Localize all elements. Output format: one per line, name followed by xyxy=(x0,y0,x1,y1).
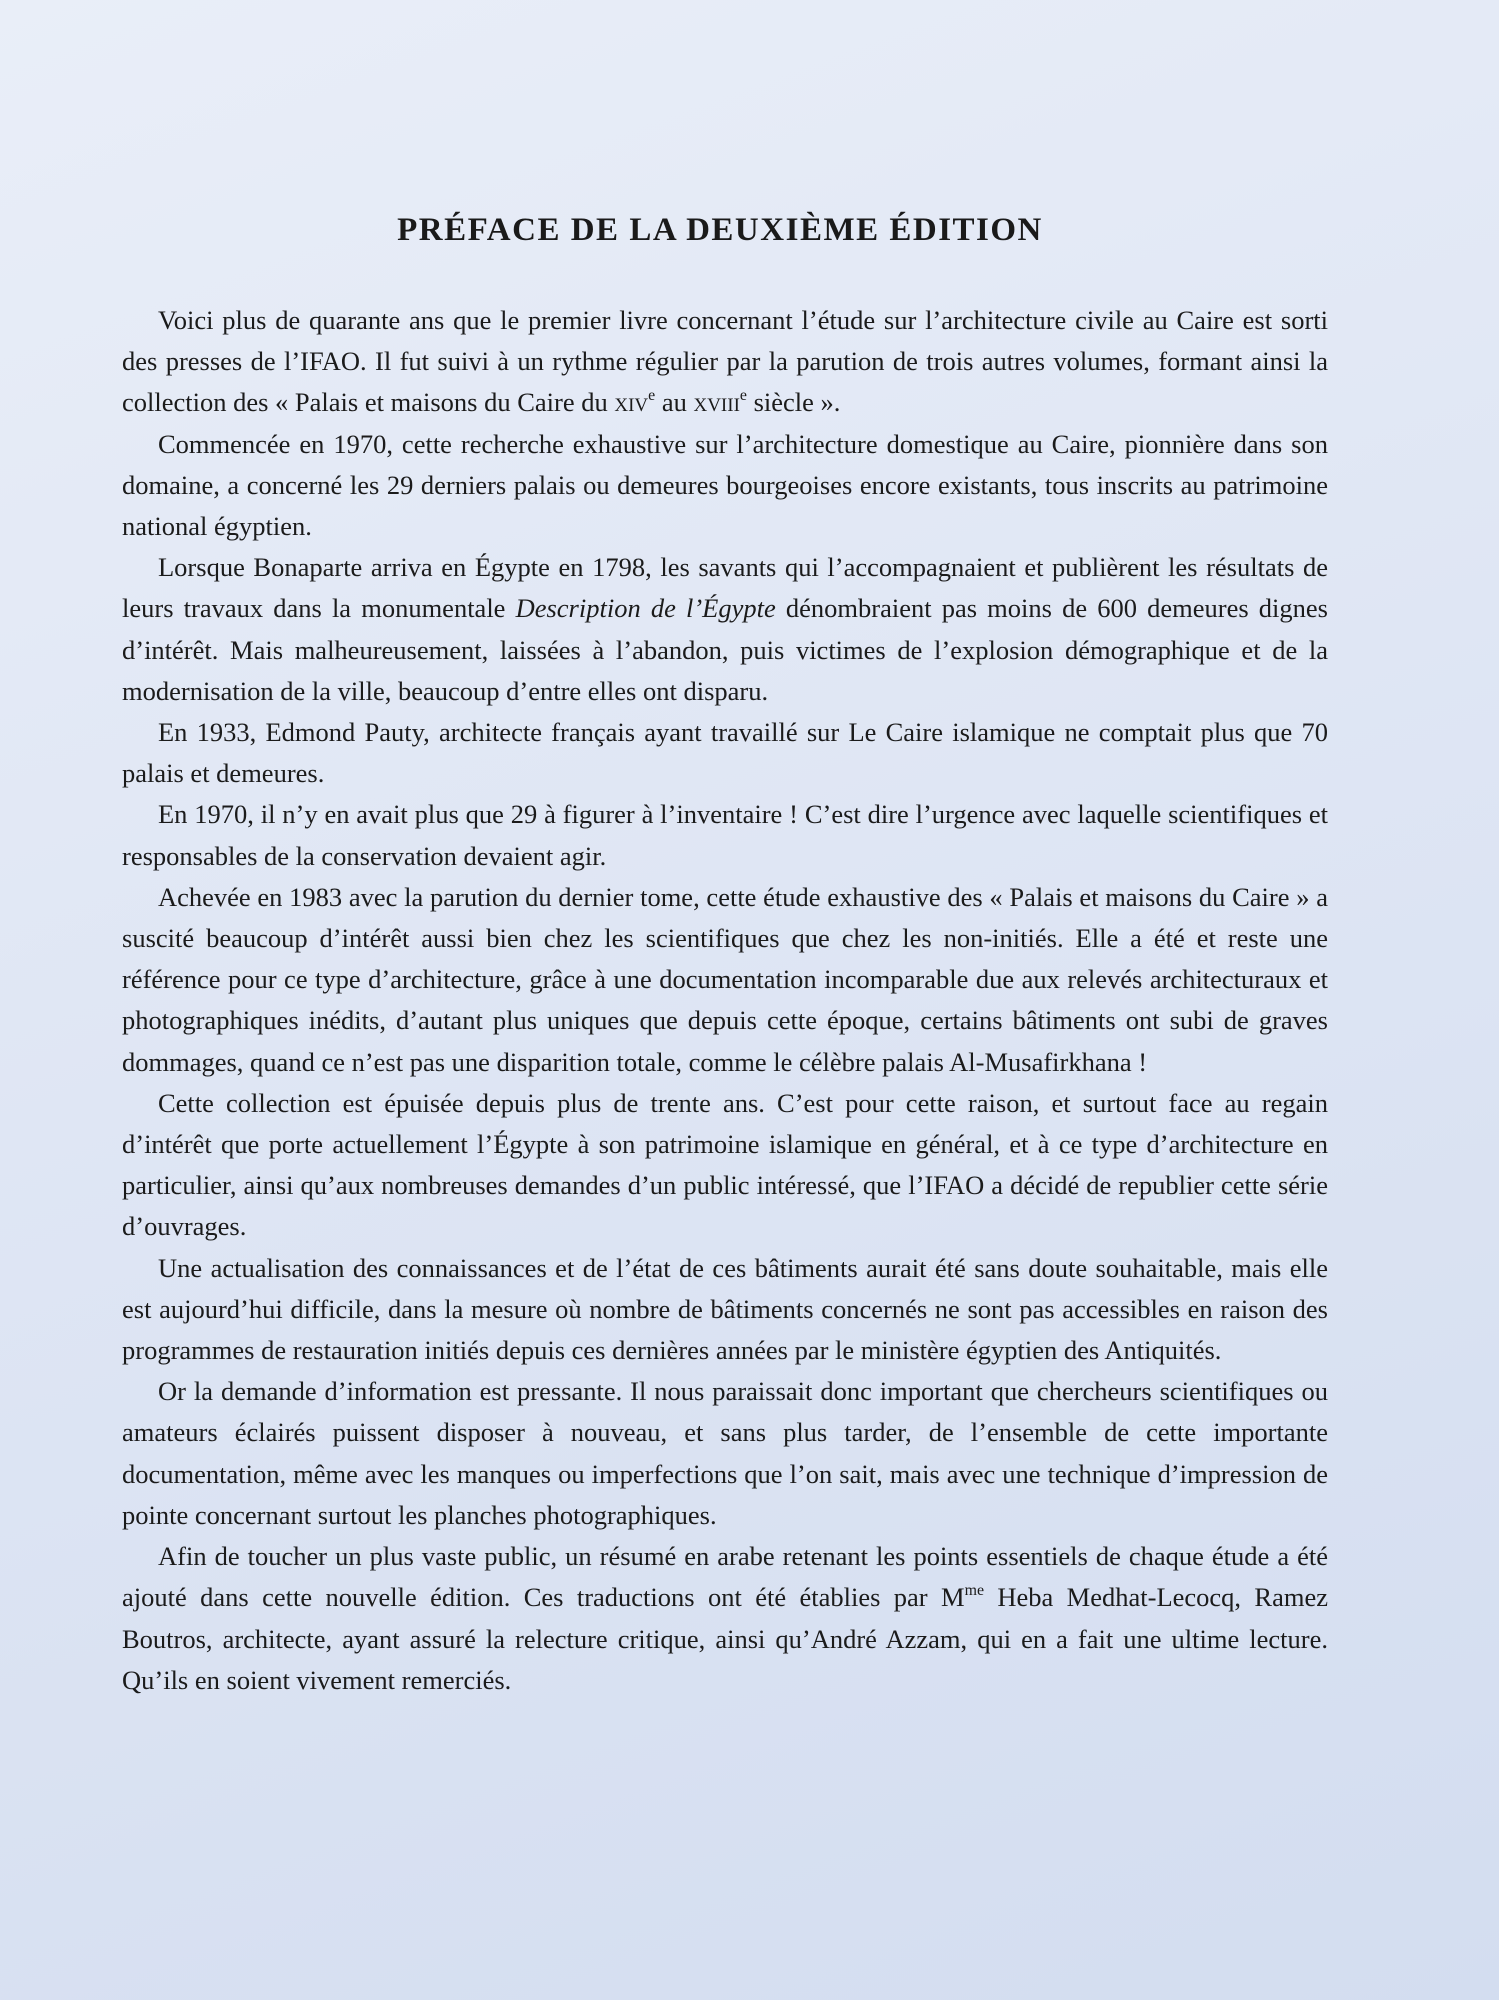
paragraph-4: En 1933, Edmond Pauty, architecte français ayant travaillé sur Le Caire islamique ne comptait plus que 70 palais et demeures. xyxy=(122,717,1328,789)
paragraph-2: Commencée en 1970, cette recherche exhaustive sur l’architecture domestique au Caire, pionnière dans son domaine, a concerné les 29 derniers palais ou demeures bourgeoises encore existants, tous inscrits au patrimoine national égyptien. xyxy=(122,428,1328,542)
paragraph-10 xyxy=(122,1536,1328,1701)
preface-body xyxy=(122,300,1328,1701)
paragraph-9: Or la demande d’information est pressante. Il nous paraissait donc important que chercheurs scientifiques ou amateurs éclairés puissent disposer à nouveau, et sans plus tarder, de l’ensemble de cette importante documentation, même avec les manques ou imperfections que l’on sait, mais avec une technique d’impression de pointe concernant surtout les planches photographiques. xyxy=(122,1376,1328,1530)
paragraph-3-before: Lorsque Bonaparte arriva en Égypte en 1798, les savants qui l’accompagnaient et publièrent les résultats de leurs travaux dans la monumentale xyxy=(122,552,1328,624)
paragraph-10-before: Afin de toucher un plus vaste public, un résumé en arabe retenant les points essentiels de chaque étude a été ajouté dans cette nouvelle édition. Ces traductions ont été établies par M xyxy=(122,1541,1328,1613)
century-start: xiv xyxy=(614,387,649,418)
paragraph-1-text: Voici plus de quarante ans que le premier livre concernant l’étude sur l’architecture civile au Caire est sorti des presses de l’IFAO. Il fut suivi à un rythme régulier par la parution de trois autres volumes, formant ainsi la collection des « Palais et maisons du Caire du xyxy=(122,305,1328,418)
page-title: PRÉFACE DE LA DEUXIÈME ÉDITION xyxy=(397,212,1043,248)
paragraph-7: Cette collection est épuisée depuis plus de trente ans. C’est pour cette raison, et surtout face au regain d’intérêt que porte actuellement l’Égypte à son patrimoine islamique en général, et à ce type d’architecture en particulier, ainsi qu’aux nombreuses demandes d’un public intéressé, que l’IFAO a décidé de republier cette série d’ouvrages. xyxy=(122,1087,1328,1242)
book-title-italic: Description de l’Égypte xyxy=(515,593,776,624)
century-end-sup: e xyxy=(739,387,747,405)
paragraph-1-after: siècle ». xyxy=(746,387,841,418)
paragraph-10-after: Heba Medhat-Lecocq, Ramez Boutros, architecte, ayant assuré la relecture critique, ainsi qu’André Azzam, qui en a fait une ultime lecture. Qu’ils en soient vivement remerciés. xyxy=(122,1582,1328,1695)
paragraph-5: En 1970, il n’y en avait plus que 29 à figurer à l’inventaire ! C’est dire l’urgence avec laquelle scientifiques et responsables de la conservation devaient agir. xyxy=(122,799,1328,871)
paragraph-6: Achevée en 1983 avec la parution du dernier tome, cette étude exhaustive des « Palais et maisons du Caire » a suscité beaucoup d’intérêt aussi bien chez les scientifiques que chez les non-initiés. Elle a été et reste une référence pour ce type d’architecture, grâce à une documentation incomparable due aux relevés architecturaux et photographiques inédits, d’autant plus uniques que depuis cette époque, certains bâtiments ont subi de graves dommages, quand ce n’est pas une disparition totale, comme le célèbre palais Al-Musafirkhana ! xyxy=(122,881,1328,1077)
paragraph-3 xyxy=(122,547,1328,712)
century-end: xviii xyxy=(693,387,740,418)
paragraph-1-between: au xyxy=(655,387,694,418)
paragraph-8: Une actualisation des connaissances et de l’état de ces bâtiments aurait été sans doute souhaitable, mais elle est aujourd’hui difficile, dans la mesure où nombre de bâtiments concernés ne sont pas accessibles en raison des programmes de restauration initiés depuis ces dernières années par le ministère égyptien des Antiquités. xyxy=(122,1252,1328,1366)
paragraph-1 xyxy=(122,300,1328,424)
madame-sup: me xyxy=(964,1582,984,1600)
paragraph-3-after: dénombraient pas moins de 600 demeures dignes d’intérêt. Mais malheureusement, laissées à l’abandon, puis victimes de l’explosion démographique et de la modernisation de la ville, beaucoup d’entre elles ont disparu. xyxy=(122,593,1328,706)
century-start-sup: e xyxy=(648,387,656,405)
